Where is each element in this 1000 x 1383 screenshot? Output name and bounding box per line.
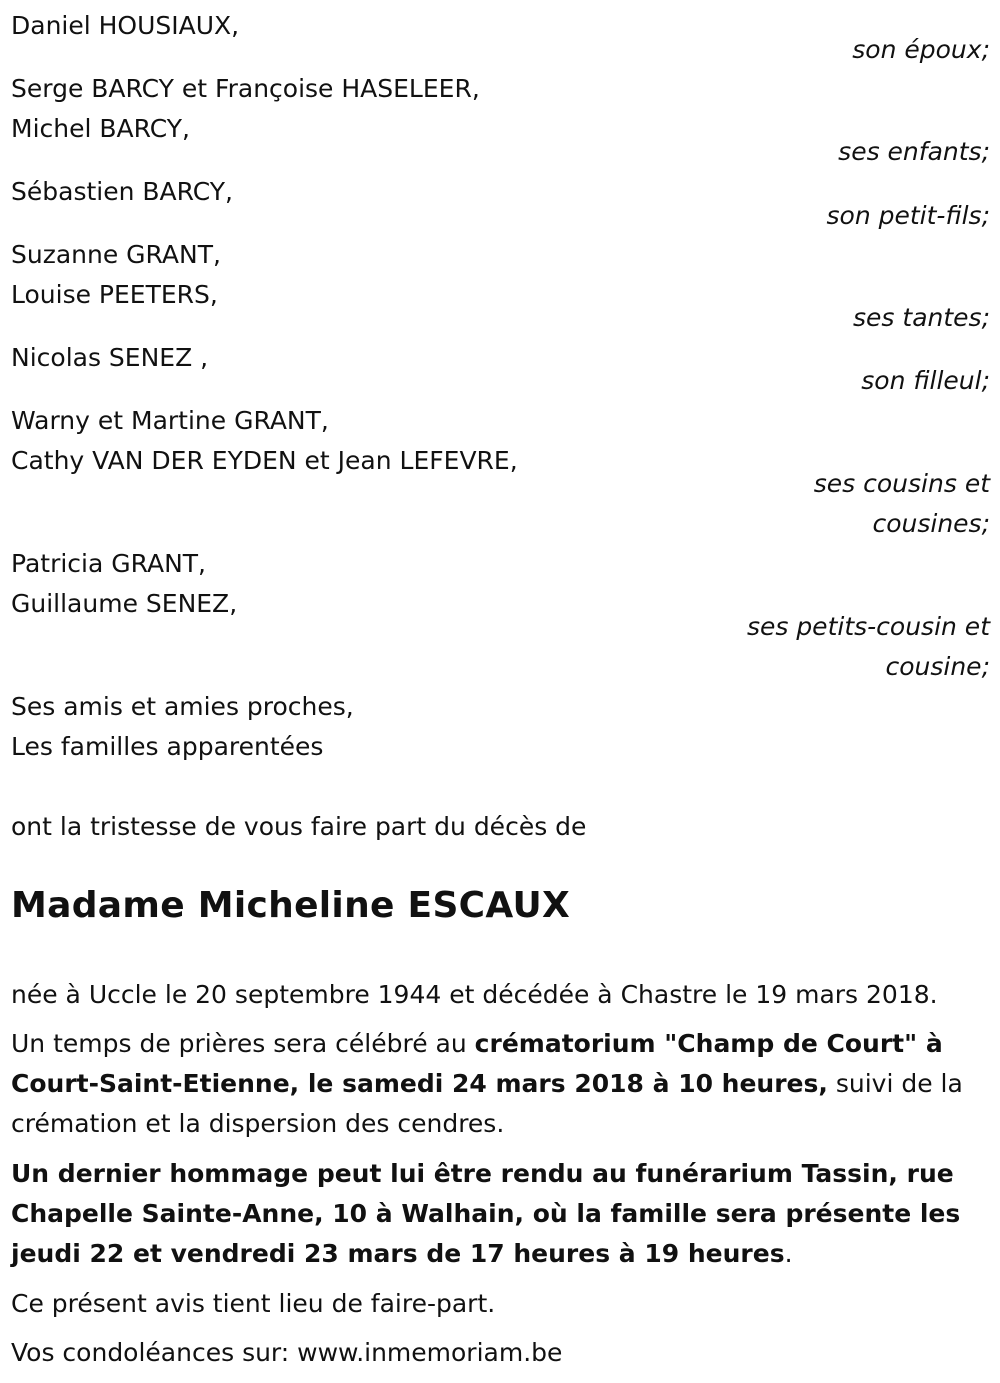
children-role: ses enfants;: [838, 137, 990, 166]
godson-role: son filleul;: [861, 366, 990, 395]
cousins-role-line2: cousines;: [872, 509, 990, 538]
grandson-name: Sébastien BARCY,: [11, 177, 233, 206]
condolences-line: Vos condoléances sur: www.inmemoriam.be: [11, 1338, 563, 1367]
visitation-paragraph: [11, 1154, 986, 1274]
second-cousin-name-1: Patricia GRANT,: [11, 549, 207, 578]
aunt-name-2: Louise PEETERS,: [11, 280, 218, 309]
cousin-name-2: Cathy VAN DER EYDEN et Jean LEFEVRE,: [11, 446, 518, 475]
ceremony-details: crématorium "Champ de Court" à Court-Saint-Etienne, le samedi 24 mars 2018 à 10 heures,: [11, 1029, 943, 1098]
visitation-details: Un dernier hommage peut lui être rendu au funérarium Tassin, rue Chapelle Sainte-Anne, 10 à Walhain, où la famille sera présente les jeudi 22 et vendredi 23 mars de 17 heures à 19 heures: [11, 1159, 961, 1268]
second-cousin-name-2: Guillaume SENEZ,: [11, 589, 238, 618]
grandson-role: son petit-fils;: [826, 201, 990, 230]
ceremony-outro: suivi de la crémation et la dispersion des cendres.: [11, 1069, 963, 1138]
friends-line: Ses amis et amies proches,: [11, 692, 354, 721]
godson-name: Nicolas SENEZ ,: [11, 343, 209, 372]
announcement-line: ont la tristesse de vous faire part du décès de: [11, 812, 587, 841]
relatives-line: Les familles apparentées: [11, 732, 324, 761]
spouse-role: son époux;: [852, 35, 990, 64]
second-cousins-role-line1: ses petits-cousin et: [746, 612, 990, 641]
deceased-name-heading: Madame Micheline ESCAUX: [11, 885, 571, 926]
ceremony-intro: Un temps de prières sera célébré au: [11, 1029, 475, 1058]
second-cousins-role-line2: cousine;: [885, 652, 990, 681]
aunts-role: ses tantes;: [853, 303, 990, 332]
cousin-name-1: Warny et Martine GRANT,: [11, 406, 329, 435]
ceremony-paragraph: [11, 1024, 986, 1144]
notice-line: Ce présent avis tient lieu de faire-part.: [11, 1289, 496, 1318]
visitation-outro: .: [784, 1239, 793, 1268]
child-name-1: Serge BARCY et Françoise HASELEER,: [11, 74, 480, 103]
child-name-2: Michel BARCY,: [11, 114, 190, 143]
birth-death-line: née à Uccle le 20 septembre 1944 et décédée à Chastre le 19 mars 2018.: [11, 980, 938, 1009]
spouse-name: Daniel HOUSIAUX,: [11, 11, 240, 40]
aunt-name-1: Suzanne GRANT,: [11, 240, 221, 269]
cousins-role-line1: ses cousins et: [813, 469, 990, 498]
